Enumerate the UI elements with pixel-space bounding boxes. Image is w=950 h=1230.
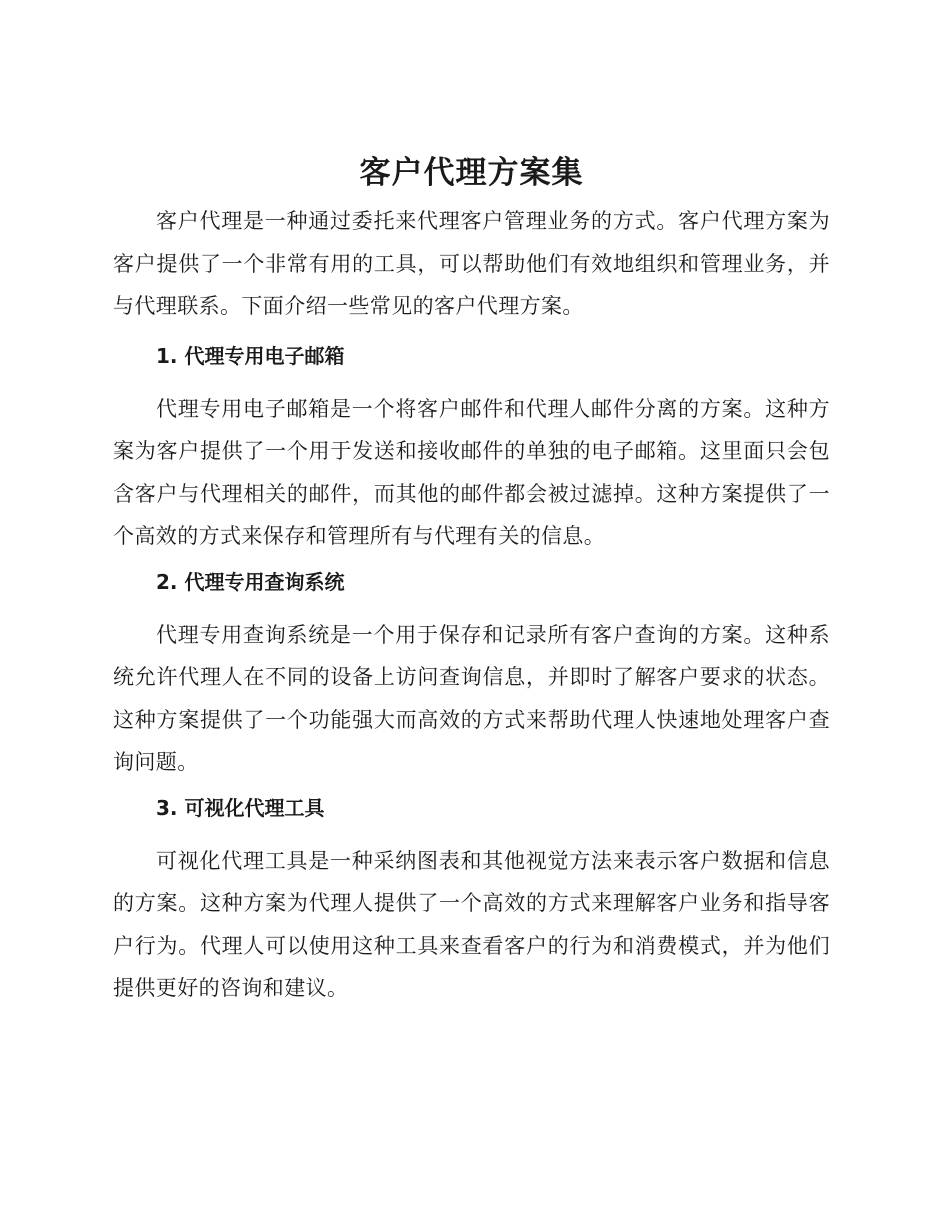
section-heading-3: 3. 可视化代理工具 [156, 795, 325, 820]
intro-paragraph: 客户代理是一种通过委托来代理客户管理业务的方式。客户代理方案为客户提供了一个非常有用的工具，可以帮助他们有效地组织和管理业务，并与代理联系。下面介绍一些常见的客户代理方案。 [113, 209, 830, 318]
document-title: 客户代理方案集 [359, 155, 584, 191]
section-body-3: 可视化代理工具是一种采纳图表和其他视觉方法来表示客户数据和信息的方案。这种方案为代理人提供了一个高效的方式来理解客户业务和指导客户行为。代理人可以使用这种工具来查看客户的行为和消费模式，并为他们提供更好的咨询和建议。 [113, 848, 830, 1000]
section-body-2: 代理专用查询系统是一个用于保存和记录所有客户查询的方案。这种系统允许代理人在不同的设备上访问查询信息，并即时了解客户要求的状态。这种方案提供了一个功能强大而高效的方式来帮助代理人快速地处理客户查询问题。 [113, 622, 830, 774]
section-body-1: 代理专用电子邮箱是一个将客户邮件和代理人邮件分离的方案。这种方案为客户提供了一个用于发送和接收邮件的单独的电子邮箱。这里面只会包含客户与代理相关的邮件，而其他的邮件都会被过滤掉。这种方案提供了一个高效的方式来保存和管理所有与代理有关的信息。 [113, 396, 830, 548]
section-heading-1: 1. 代理专用电子邮箱 [156, 343, 345, 368]
section-heading-2: 2. 代理专用查询系统 [156, 569, 345, 594]
